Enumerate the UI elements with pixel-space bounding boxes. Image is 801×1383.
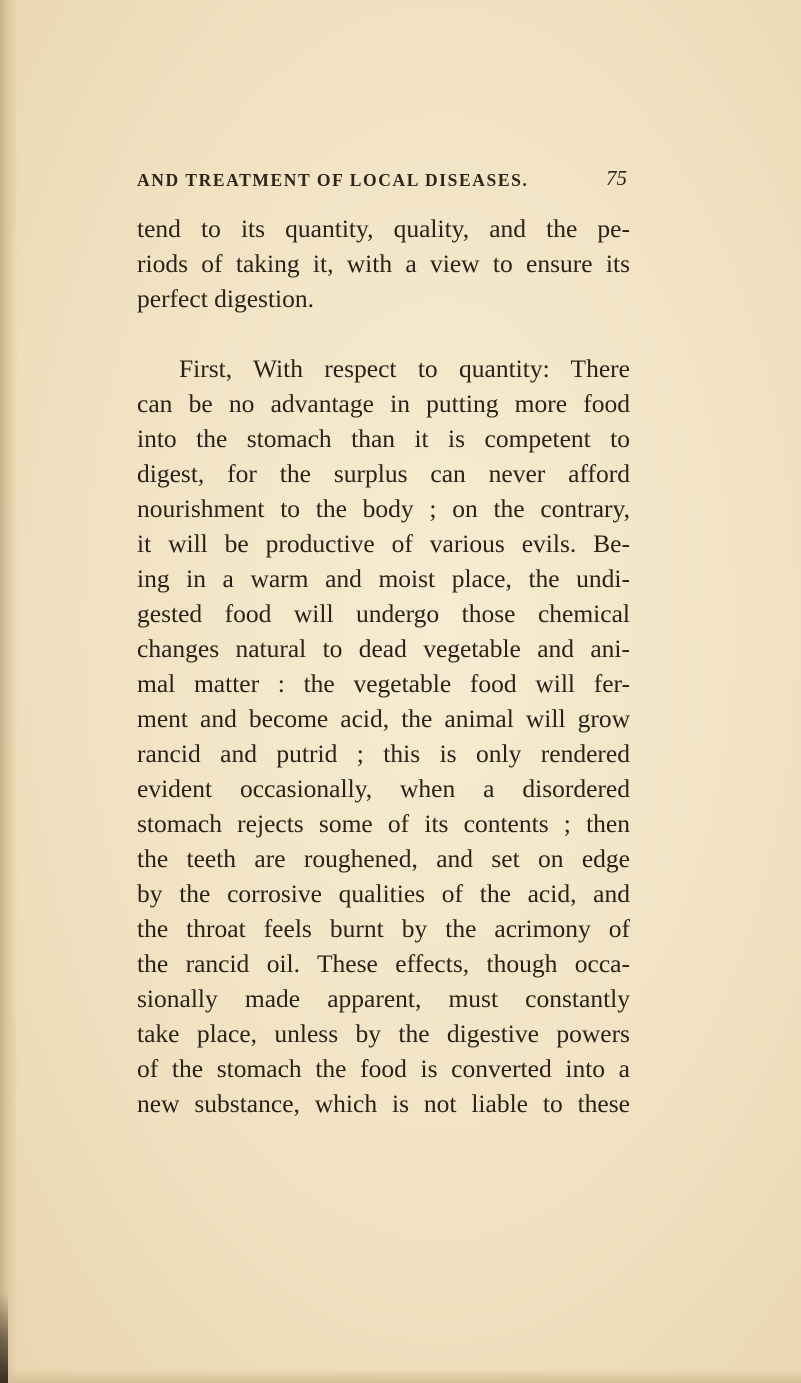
text-line: sionally made apparent, must constantly (137, 984, 630, 1013)
text-line: rancid and putrid ; this is only rendered (137, 739, 630, 768)
text-line: of the stomach the food is converted into a (137, 1054, 630, 1083)
text-line: take place, unless by the digestive powers (137, 1019, 630, 1048)
running-head: AND TREATMENT OF LOCAL DISEASES. (137, 170, 529, 190)
text-line: nourishment to the body ; on the contrary, (137, 494, 630, 523)
text-line: ing in a warm and moist place, the undi- (137, 564, 630, 593)
text-line: the teeth are roughened, and set on edge (137, 844, 630, 873)
text-line: stomach rejects some of its contents ; then (137, 809, 630, 838)
binding-mark (0, 1293, 8, 1383)
text-line: gested food will undergo those chemical (137, 599, 630, 628)
text-line: tend to its quantity, quality, and the pe- (137, 214, 630, 243)
text-line: evident occasionally, when a disordered (137, 774, 630, 803)
text-line: ment and become acid, the animal will grow (137, 704, 630, 733)
page-header (137, 166, 627, 200)
text-line: new substance, which is not liable to these (137, 1089, 630, 1118)
text-line: the rancid oil. These effects, though occa- (137, 949, 630, 978)
text-line: First, With respect to quantity: There (179, 354, 630, 383)
text-line: can be no advantage in putting more food (137, 389, 630, 418)
page-bottom-edge (0, 1369, 801, 1383)
paragraph-quantity (137, 351, 630, 1121)
text-line: changes natural to dead vegetable and ani- (137, 634, 630, 663)
paragraph-continuation (137, 211, 630, 316)
text-line: perfect digestion. (137, 284, 315, 313)
text-line: digest, for the surplus can never afford (137, 459, 630, 488)
page-number: 75 (606, 166, 627, 190)
text-line: mal matter : the vegetable food will fer- (137, 669, 630, 698)
body-text (137, 211, 630, 1121)
text-line: into the stomach than it is competent to (137, 424, 630, 453)
page-gutter-shadow (0, 0, 18, 1383)
paragraph-spacing (137, 316, 630, 351)
text-line: riods of taking it, with a view to ensure its (137, 249, 630, 278)
text-line: the throat feels burnt by the acrimony of (137, 914, 630, 943)
text-line: it will be productive of various evils. Be- (137, 529, 630, 558)
text-line: by the corrosive qualities of the acid, and (137, 879, 630, 908)
